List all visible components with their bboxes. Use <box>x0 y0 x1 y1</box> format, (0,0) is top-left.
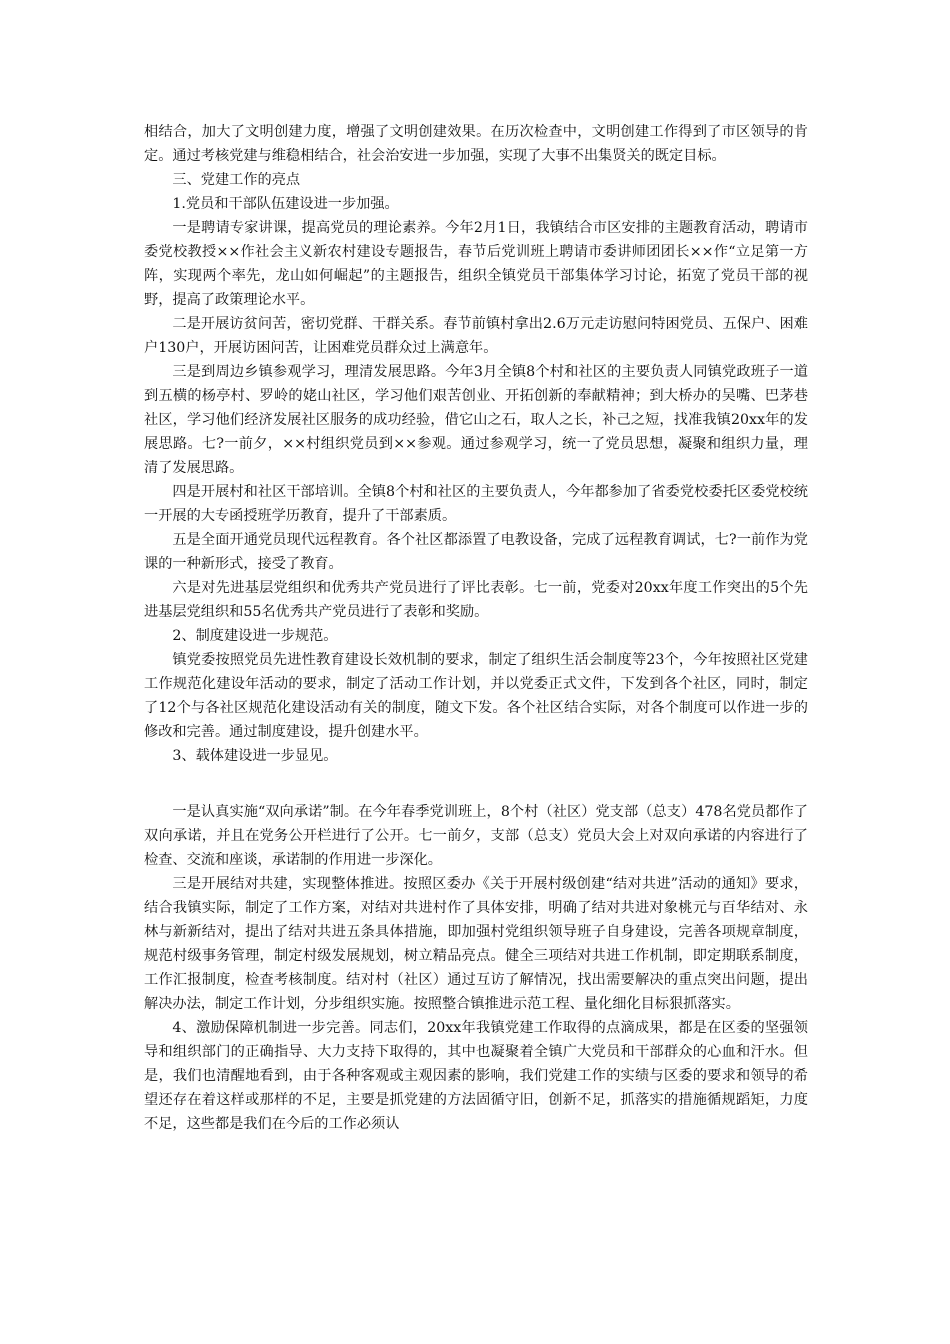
paragraph-cadre-training: 四是开展村和社区干部培训。全镇8个村和社区的主要负责人，今年都参加了省委党校委托区委党校统一开展的大专函授班学历教育，提升了干部素质。 <box>144 484 808 524</box>
paragraph-intro: 相结合，加大了文明创建力度，增强了文明创建效果。在历次检查中，文明创建工作得到了市区领导的肯定。通过考核党建与维稳相结合，社会治安进一步加强，实现了大事不出集贤关的既定目标。 <box>144 124 808 164</box>
paragraph-pairing: 三是开展结对共建，实现整体推进。按照区委办《关于开展村级创建“结对共进”活动的通知》要求，结合我镇实际，制定了工作方案，对结对共进村作了具体安排，明确了结对共进对象桃元与百华结对、永林与新新结对，提出了结对共进五条具体措施，即加强村党组织领导班子自身建设，完善各项规章制度，规范村级事务管理，制定村级发展规划，树立精品亮点。健全三项结对共进工作机制，即定期联系制度，工作汇报制度，检查考核制度。结对村（社区）通过互访了解情况，找出需要解决的重点突出问题，提出解决办法，制定工作计划，分步组织实施。按照整合镇推进示范工程、量化细化目标狠抓落实。 <box>144 876 808 1012</box>
paragraph-system-rules: 镇党委按照党员先进性教育建设长效机制的要求，制定了组织生活会制度等23个，今年按照社区党建工作规范化建设年活动的要求，制定了活动工作计划，并以党委正式文件，下发到各个社区，同时，制定了12个与各社区规范化建设活动有关的制度，随文下发。各个社区结合实际，对各个制度可以作进一步的修改和完善。通过制度建设，提升创建水平。 <box>144 652 808 740</box>
paragraph-remote-education: 五是全面开通党员现代远程教育。各个社区都添置了电教设备，完成了远程教育调试，七?一前作为党课的一种新形式，接受了教育。 <box>144 532 808 572</box>
paragraph-visit-poor: 二是开展访贫问苦，密切党群、干群关系。春节前镇村拿出2.6万元走访慰问特困党员、五保户、困难户130户，开展访困问苦，让困难党员群众过上满意年。 <box>144 316 808 356</box>
document-page <box>144 120 808 1136</box>
subheading-carrier-building: 3、载体建设进一步显见。 <box>172 748 338 764</box>
paragraph-study-tour: 三是到周边乡镇参观学习，理清发展思路。今年3月全镇8个村和社区的主要负责人同镇党政班子一道到五横的杨亭村、罗岭的姥山社区，学习他们艰苦创业、开拓创新的奉献精神；到大桥办的吴嘴、巴茅巷社区，学习他们经济发展社区服务的成功经验，借它山之石，取人之长，补己之短，找准我镇20xx年的发展思路。七?一前夕，××村组织党员到××参观。通过参观学习，统一了党员思想，凝聚和组织力量，理清了发展思路。 <box>144 364 808 476</box>
paragraph-incentive: 4、激励保障机制进一步完善。同志们，20xx年我镇党建工作取得的点滴成果，都是在区委的坚强领导和组织部门的正确指导、大力支持下取得的，其中也凝聚着全镇广大党员和干部群众的心血和汗水。但是，我们也清醒地看到，由于各种客观或主观因素的影响，我们党建工作的实绩与区委的要求和领导的希望还存在着这样或那样的不足，主要是抓党建的方法固循守旧，创新不足，抓落实的措施循规蹈矩，力度不足，这些都是我们在今后的工作必须认 <box>144 1020 808 1132</box>
section-heading-highlights: 三、党建工作的亮点 <box>172 172 301 188</box>
subheading-system-building: 2、制度建设进一步规范。 <box>172 628 338 644</box>
paragraph-dual-commitment: 一是认真实施“双向承诺”制。在今年春季党训班上，8个村（社区）党支部（总支）478名党员都作了双向承诺，并且在党务公开栏进行了公开。七一前夕，支部（总支）党员大会上对双向承诺的内容进行了检查、交流和座谈，承诺制的作用进一步深化。 <box>144 804 808 868</box>
subheading-team-building: 1.党员和干部队伍建设进一步加强。 <box>172 196 399 212</box>
paragraph-expert-lectures: 一是聘请专家讲课，提高党员的理论素养。今年2月1日，我镇结合市区安排的主题教育活动，聘请市委党校教授××作社会主义新农村建设专题报告，春节后党训班上聘请市委讲师团团长××作“立足第一方阵，实现两个率先，龙山如何崛起”的主题报告，组织全镇党员干部集体学习讨论，拓宽了党员干部的视野，提高了政策理论水平。 <box>144 220 808 308</box>
paragraph-commendation: 六是对先进基层党组织和优秀共产党员进行了评比表彰。七一前，党委对20xx年度工作突出的5个先进基层党组织和55名优秀共产党员进行了表彰和奖励。 <box>144 580 808 620</box>
